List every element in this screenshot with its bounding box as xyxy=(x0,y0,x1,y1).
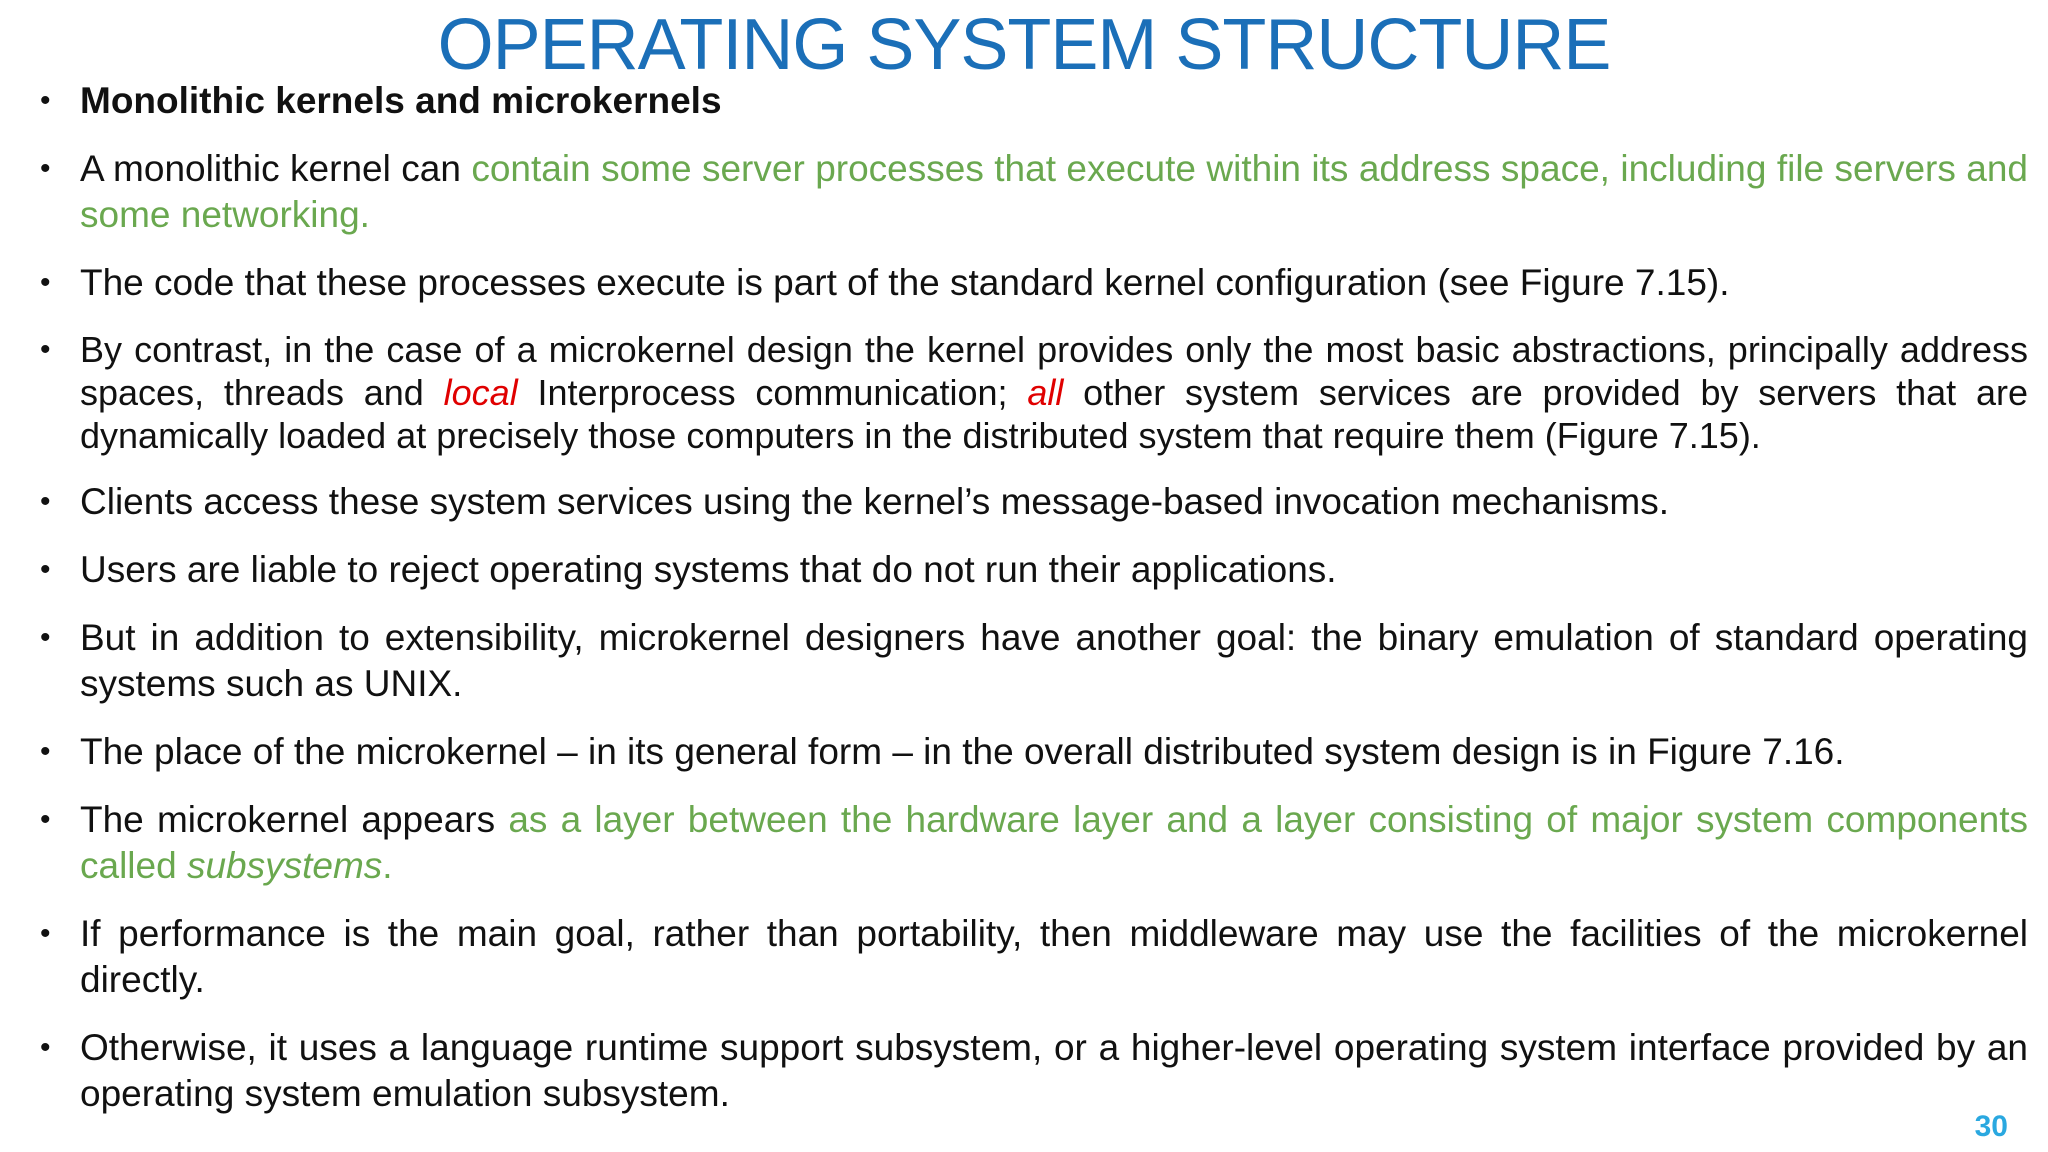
bullet-icon: • xyxy=(40,333,51,366)
bullet-icon: • xyxy=(40,1031,51,1064)
bullet-item xyxy=(40,328,2028,457)
bullet-icon: • xyxy=(40,621,51,654)
bullet-item xyxy=(40,729,2028,775)
bullet-item xyxy=(40,547,2028,593)
bullet-item xyxy=(40,911,2028,1003)
bullet-item xyxy=(40,797,2028,889)
bullet-icon: • xyxy=(40,917,51,950)
bullet-text: Interprocess communication; xyxy=(517,372,1028,413)
highlighted-text: . xyxy=(382,845,393,886)
bullet-text: Users are liable to reject operating systems that do not run their applications. xyxy=(80,549,1337,590)
bullet-item xyxy=(40,78,2028,124)
bullet-text: other system services are provided by servers that are dynamically loaded at precisely those computers in the distributed system that require them (Figure 7.15). xyxy=(80,372,2029,456)
bullet-icon: • xyxy=(40,485,51,518)
highlighted-text: as a layer between the hardware layer and a layer consisting of major system components called xyxy=(80,799,2028,886)
emphasis-text: local xyxy=(443,372,518,413)
highlighted-term: subsystems xyxy=(186,845,383,886)
bullet-item xyxy=(40,1025,2028,1117)
bullet-item xyxy=(40,479,2028,525)
bullet-item xyxy=(40,260,2028,306)
bullet-item xyxy=(40,615,2028,707)
bullet-text: A monolithic kernel can xyxy=(80,148,472,189)
slide-title: OPERATING SYSTEM STRUCTURE xyxy=(437,5,1611,85)
bullet-icon: • xyxy=(40,266,51,299)
bullet-text: But in addition to extensibility, microkernel designers have another goal: the binary emulation of standard operating systems such as UNIX. xyxy=(80,617,2028,704)
page-number: 30 xyxy=(1974,1110,2008,1143)
bullet-icon: • xyxy=(40,735,51,768)
bullet-text: The code that these processes execute is part of the standard kernel configuration (see Figure 7.15). xyxy=(80,262,1730,303)
bullet-item xyxy=(40,146,2028,238)
bullet-text: If performance is the main goal, rather than portability, then middleware may use the facilities of the microkernel directly. xyxy=(80,913,2028,1000)
highlighted-text: contain some server processes that execute within its address space, including file servers and some networking. xyxy=(80,148,2028,235)
bullet-icon: • xyxy=(40,803,51,836)
bullet-text: Clients access these system services using the kernel’s message-based invocation mechanisms. xyxy=(80,481,1669,522)
bullet-text: The microkernel appears xyxy=(80,799,509,840)
bullet-heading: Monolithic kernels and microkernels xyxy=(80,80,722,121)
bullet-icon: • xyxy=(40,84,51,117)
bullet-icon: • xyxy=(40,152,51,185)
bullet-text: Otherwise, it uses a language runtime support subsystem, or a higher-level operating system interface provided by an operating system emulation subsystem. xyxy=(80,1027,2028,1114)
emphasis-text: all xyxy=(1027,372,1064,413)
bullet-list xyxy=(40,78,2028,1139)
bullet-icon: • xyxy=(40,553,51,586)
bullet-text: By contrast, in the case of a microkernel design the kernel provides only the most basic abstractions, principally address spaces, threads and xyxy=(80,329,2028,413)
bullet-text: The place of the microkernel – in its general form – in the overall distributed system design is in Figure 7.16. xyxy=(80,731,1845,772)
